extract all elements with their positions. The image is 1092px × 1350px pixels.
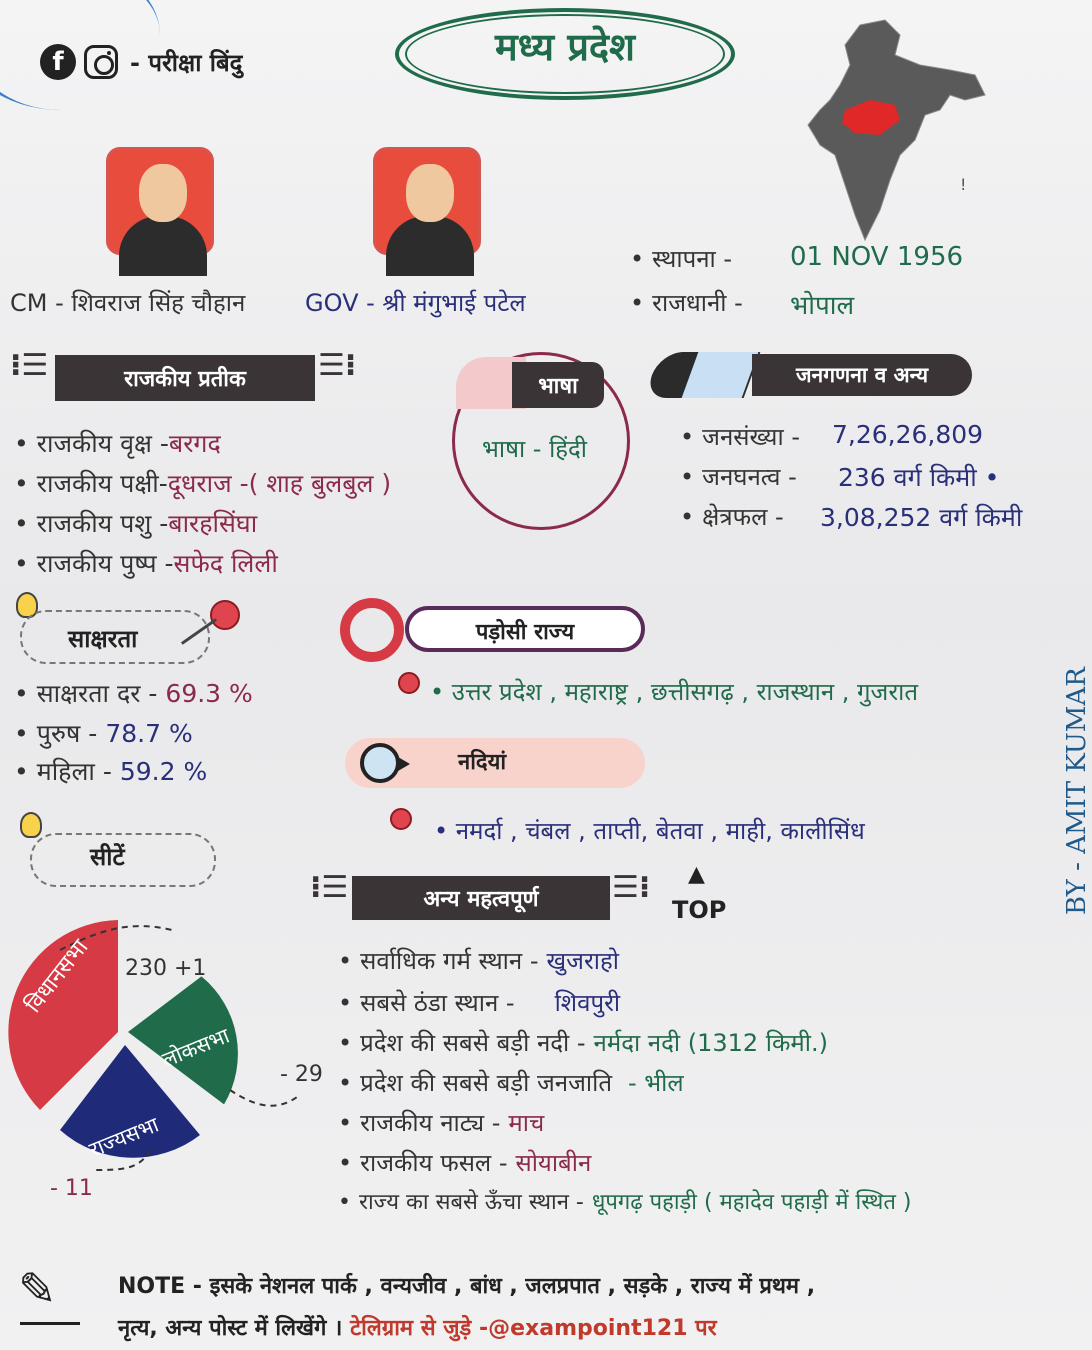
pushpin-icon (390, 808, 412, 830)
symbols-deco-left: ⁝☰ (10, 348, 49, 383)
founded-value: 01 NOV 1956 (790, 242, 964, 272)
symbol-row: • राजकीय पक्षी-दूधराज -( शाह बुलबुल ) (14, 466, 391, 500)
neighbors-ring (340, 598, 404, 662)
note-line-1: NOTE - इसके नेशनल पार्क , वन्यजीव , बांध , जलप्रपात , सड़के , राज्य में प्रथम , (118, 1274, 816, 1299)
pencil-underline (20, 1322, 80, 1325)
symbols-deco-right: ☰⁝ (318, 348, 357, 383)
census-value: 3,08,252 वर्ग किमी (820, 503, 1023, 532)
top-arrow-icon: ▲ (688, 862, 705, 887)
magnifier-pointer (398, 757, 410, 771)
pushpin-icon (210, 600, 240, 630)
important-row: • राज्य का सबसे ऊँचा स्थान - धूपगढ़ पहाड़ी ( महादेव पहाड़ी में स्थित ) (338, 1186, 911, 1216)
seats-heading: सीटें (90, 843, 125, 871)
india-map (800, 15, 990, 255)
note-line-2: नृत्य, अन्य पोस्ट में लिखेंगे । टेलिग्राम से जुड़े -@exampoint121 पर (118, 1316, 717, 1341)
important-row: • प्रदेश की सबसे बड़ी जनजाति - भील (338, 1066, 684, 1099)
arrow-loksabha (230, 1090, 300, 1106)
pushpin-icon (398, 672, 420, 694)
important-deco-left: ⁝☰ (310, 870, 349, 905)
social-brand (40, 44, 242, 80)
map-mark: ! (960, 175, 967, 194)
important-deco-right: ☰⁝ (612, 870, 651, 905)
census-value: 236 वर्ग किमी • (838, 463, 1000, 492)
cm-photo (106, 147, 214, 255)
census-heading: जनगणना व अन्य (752, 354, 972, 396)
symbol-row: • राजकीय पशु -बारहसिंघा (14, 506, 257, 540)
cm-name: CM - शिवराज सिंह चौहान (10, 289, 246, 317)
rivers-text: • नमर्दा , चंबल , ताप्ती, बेतवा , माही, कालीसिंध (434, 817, 865, 845)
loksabha-value: - 29 (280, 1062, 323, 1087)
gov-name: GOV - श्री मंगुभाई पटेल (305, 289, 526, 317)
top-label: TOP (672, 896, 727, 924)
capital-value: भोपाल (790, 291, 855, 321)
census-row: • जनघनत्व - (680, 460, 797, 493)
neighbors-heading: पड़ोसी राज्य (475, 620, 575, 645)
census-row: • जनसंख्या - (680, 420, 800, 453)
loksabha-label: लोकसभा (158, 1023, 233, 1073)
credit-text: BY - AMIT KUMAR (1062, 667, 1092, 915)
india-outline (808, 20, 985, 240)
rajyasabha-value: - 11 (50, 1176, 93, 1201)
important-row: • राजकीय नाट्य - माच (338, 1106, 544, 1139)
gov-photo (373, 147, 481, 255)
literacy-row: • महिला - 59.2 % (14, 754, 207, 788)
page-title: मध्य प्रदेश (495, 25, 635, 69)
important-row: • सबसे ठंडा स्थान - शिवपुरी (338, 986, 620, 1019)
rajyasabha-label: राज्यसभा (85, 1112, 163, 1163)
capital-label: • राजधानी - (630, 286, 743, 319)
important-row: • राजकीय फसल - सोयाबीन (338, 1146, 591, 1179)
census-value: 7,26,26,809 (832, 420, 984, 449)
vidhansabha-value: 230 +1 (125, 956, 207, 981)
neighbors-text: • उत्तर प्रदेश , महाराष्ट्र , छत्तीसगढ़ , राजस्थान , गुजरात (430, 678, 919, 706)
census-row: • क्षेत्रफल - (680, 500, 784, 533)
literacy-heading: साक्षरता (68, 625, 138, 653)
instagram-icon (84, 45, 118, 79)
facebook-icon: f (40, 44, 76, 80)
magnifier-icon (360, 743, 400, 783)
language-heading: भाषा (512, 362, 604, 408)
symbols-heading: राजकीय प्रतीक (55, 355, 315, 401)
pencil-icon: ✎ (18, 1262, 57, 1316)
important-heading: अन्य महत्वपूर्ण (352, 876, 610, 920)
founded-label: • स्थापना - (630, 242, 732, 275)
symbol-row: • राजकीय वृक्ष -बरगद (14, 426, 221, 460)
vidhansabha-label: विधानसभा (21, 935, 94, 1018)
literacy-row: • साक्षरता दर - 69.3 % (14, 676, 253, 710)
lightbulb-icon (20, 812, 42, 838)
important-row: • प्रदेश की सबसे बड़ी नदी - नर्मदा नदी (1312 किमी.) (338, 1026, 828, 1059)
language-text: भाषा - हिंदी (482, 435, 588, 463)
brand-name: - परीक्षा बिंदु (130, 48, 243, 77)
symbol-row: • राजकीय पुष्प -सफेद लिली (14, 546, 278, 580)
literacy-row: • पुरुष - 78.7 % (14, 716, 193, 750)
important-row: • सर्वाधिक गर्म स्थान - खुजराहो (338, 944, 619, 977)
rivers-heading: नदियां (458, 750, 507, 775)
